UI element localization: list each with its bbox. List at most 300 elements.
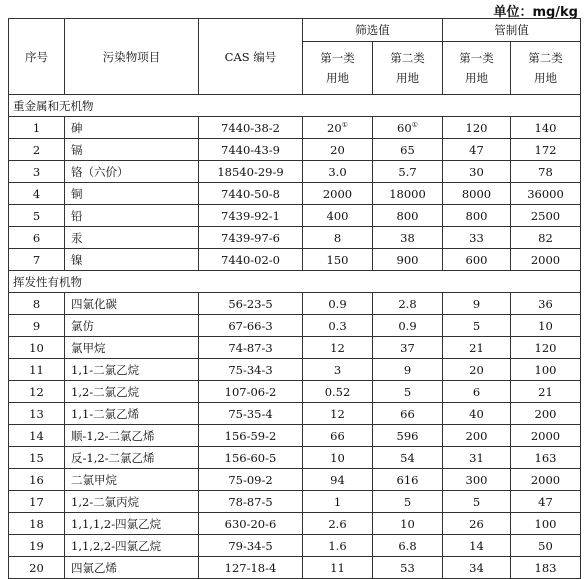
table-row	[9, 315, 581, 337]
table-row	[9, 557, 581, 579]
cell-screening-class2	[373, 117, 443, 139]
cell-no	[9, 183, 65, 205]
cell-no	[9, 557, 65, 579]
cell-screening-class2-value: 2.8	[398, 296, 417, 311]
header-line: 第二类	[390, 51, 425, 65]
cell-pollutant	[65, 535, 199, 557]
cell-pollutant	[65, 227, 199, 249]
cell-pollutant	[65, 513, 199, 535]
cell-cas-value: 7440-38-2	[221, 120, 280, 135]
cell-pollutant	[65, 447, 199, 469]
cell-screening-class1-value: 400	[326, 208, 349, 223]
cell-control-class1-value: 600	[465, 252, 488, 267]
cell-pollutant-value: 氯仿	[71, 318, 94, 333]
cell-screening-class1-value: 0.9	[328, 296, 347, 311]
cell-cas	[199, 139, 303, 161]
header-no: 序号	[9, 19, 65, 95]
cell-pollutant	[65, 205, 199, 227]
cell-cas-value: 75-09-2	[228, 472, 273, 487]
cell-pollutant	[65, 293, 199, 315]
cell-control-class1	[443, 557, 511, 579]
header-line: 用地	[534, 71, 557, 85]
group-row	[9, 95, 581, 117]
cell-control-class1-value: 30	[469, 164, 484, 179]
cell-control-class2	[511, 293, 581, 315]
cell-control-class1	[443, 205, 511, 227]
cell-cas-value: 67-66-3	[228, 318, 273, 333]
table-row	[9, 491, 581, 513]
cell-pollutant-value: 1,2-二氯乙烷	[71, 384, 140, 399]
cell-pollutant	[65, 337, 199, 359]
cell-screening-class1	[303, 293, 373, 315]
cell-screening-class1	[303, 315, 373, 337]
cell-no	[9, 535, 65, 557]
cell-no-value: 15	[29, 450, 44, 465]
cell-screening-class2	[373, 469, 443, 491]
header-cas: CAS 编号	[199, 19, 303, 95]
cell-screening-class1-value: 12	[330, 340, 345, 355]
cell-control-class2-value: 120	[534, 340, 557, 355]
table-row	[9, 293, 581, 315]
cell-screening-class2	[373, 315, 443, 337]
cell-screening-class2-value: 66	[400, 406, 415, 421]
cell-cas-value: 79-34-5	[228, 538, 273, 553]
cell-screening-class1	[303, 227, 373, 249]
header-control-class2	[511, 42, 581, 95]
header-item: 污染物项目	[65, 19, 199, 95]
cell-control-class1-value: 47	[469, 142, 484, 157]
cell-screening-class1	[303, 249, 373, 271]
cell-cas	[199, 469, 303, 491]
cell-control-class2	[511, 425, 581, 447]
cell-control-class1	[443, 337, 511, 359]
cell-no	[9, 249, 65, 271]
footnote-marker: ①	[411, 120, 418, 129]
cell-screening-class2	[373, 447, 443, 469]
cell-control-class2-value: 2000	[530, 472, 561, 487]
cell-no-value: 6	[32, 230, 41, 245]
cell-screening-class2	[373, 161, 443, 183]
table-row	[9, 183, 581, 205]
cell-no	[9, 161, 65, 183]
cell-no-value: 13	[29, 406, 44, 421]
cell-pollutant-value: 铬（六价）	[71, 164, 129, 179]
cell-screening-class2	[373, 249, 443, 271]
header-line: 第一类	[459, 51, 494, 65]
cell-screening-class2	[373, 403, 443, 425]
cell-control-class1	[443, 403, 511, 425]
cell-no	[9, 491, 65, 513]
cell-screening-class1	[303, 469, 373, 491]
cell-screening-class2-value: 38	[400, 230, 415, 245]
cell-no	[9, 447, 65, 469]
cell-cas	[199, 491, 303, 513]
cell-screening-class2-value: 596	[396, 428, 419, 443]
cell-screening-class1	[303, 183, 373, 205]
cell-no-value: 18	[29, 516, 44, 531]
cell-cas-value: 127-18-4	[224, 560, 277, 575]
cell-pollutant	[65, 381, 199, 403]
cell-no	[9, 293, 65, 315]
cell-control-class1-value: 8000	[461, 186, 492, 201]
footnote-marker: ①	[341, 120, 348, 129]
cell-control-class2-value: 2000	[530, 428, 561, 443]
cell-control-class1-value: 34	[469, 560, 484, 575]
cell-screening-class1	[303, 425, 373, 447]
table-body	[9, 19, 581, 579]
cell-screening-class1	[303, 139, 373, 161]
cell-control-class2	[511, 315, 581, 337]
cell-control-class2-value: 100	[534, 362, 557, 377]
cell-control-class2	[511, 513, 581, 535]
cell-control-class1	[443, 535, 511, 557]
header-screening-class1	[303, 42, 373, 95]
cell-control-class2-value: 100	[534, 516, 557, 531]
cell-control-class2-value: 183	[534, 560, 557, 575]
cell-control-class2	[511, 535, 581, 557]
cell-control-class1-value: 14	[469, 538, 484, 553]
table-row	[9, 139, 581, 161]
cell-screening-class2	[373, 293, 443, 315]
group-row	[9, 271, 581, 293]
cell-screening-class2	[373, 381, 443, 403]
cell-cas-value: 156-59-2	[224, 428, 277, 443]
cell-screening-class1	[303, 117, 373, 139]
cell-screening-class1-value: 150	[326, 252, 349, 267]
cell-control-class2	[511, 227, 581, 249]
cell-screening-class2	[373, 425, 443, 447]
cell-no	[9, 469, 65, 491]
table-row	[9, 161, 581, 183]
cell-pollutant-value: 氯甲烷	[71, 340, 106, 355]
cell-control-class2	[511, 161, 581, 183]
cell-control-class1-value: 20	[469, 362, 484, 377]
cell-control-class2	[511, 205, 581, 227]
cell-pollutant-value: 镍	[71, 252, 83, 267]
cell-pollutant-value: 砷	[71, 120, 83, 135]
cell-cas	[199, 557, 303, 579]
cell-screening-class2	[373, 337, 443, 359]
cell-pollutant-value: 镉	[71, 142, 83, 157]
cell-pollutant	[65, 557, 199, 579]
cell-no	[9, 381, 65, 403]
cell-control-class1	[443, 513, 511, 535]
cell-pollutant	[65, 469, 199, 491]
cell-no-value: 5	[32, 208, 41, 223]
cell-control-class1	[443, 183, 511, 205]
cell-cas	[199, 447, 303, 469]
cell-no	[9, 205, 65, 227]
cell-screening-class1	[303, 491, 373, 513]
cell-control-class2-value: 78	[538, 164, 553, 179]
cell-cas-value: 74-87-3	[228, 340, 273, 355]
cell-pollutant	[65, 403, 199, 425]
cell-control-class1	[443, 491, 511, 513]
cell-control-class1-value: 120	[465, 120, 488, 135]
cell-cas-value: 107-06-2	[224, 384, 277, 399]
cell-screening-class1-value: 11	[330, 560, 345, 575]
cell-control-class2	[511, 117, 581, 139]
cell-control-class1	[443, 381, 511, 403]
cell-control-class1-value: 6	[472, 384, 481, 399]
cell-control-class1-value: 200	[465, 428, 488, 443]
cell-pollutant	[65, 491, 199, 513]
cell-control-class1-value: 5	[472, 494, 481, 509]
cell-screening-class2-value: 0.9	[398, 318, 417, 333]
cell-cas	[199, 535, 303, 557]
table-row	[9, 337, 581, 359]
cell-cas	[199, 425, 303, 447]
cell-control-class2	[511, 139, 581, 161]
cell-no	[9, 315, 65, 337]
cell-screening-class1-value: 1	[333, 494, 342, 509]
cell-control-class2-value: 200	[534, 406, 557, 421]
cell-cas	[199, 315, 303, 337]
cell-no-value: 12	[29, 384, 44, 399]
cell-screening-class1	[303, 513, 373, 535]
cell-control-class1-value: 26	[469, 516, 484, 531]
cell-control-class1	[443, 227, 511, 249]
cell-cas-value: 7440-43-9	[221, 142, 280, 157]
cell-screening-class2-value: 9	[403, 362, 412, 377]
cell-screening-class2-value: 60	[397, 120, 412, 135]
cell-control-class2	[511, 359, 581, 381]
cell-control-class1	[443, 117, 511, 139]
cell-no	[9, 227, 65, 249]
cell-screening-class2	[373, 183, 443, 205]
cell-screening-class1	[303, 381, 373, 403]
cell-pollutant-value: 四氯乙烯	[71, 560, 117, 575]
cell-no-value: 2	[32, 142, 41, 157]
cell-screening-class1-value: 12	[330, 406, 345, 421]
cell-pollutant-value: 1,1,2,2-四氯乙烷	[71, 538, 162, 553]
cell-cas-value: 75-34-3	[228, 362, 273, 377]
table-row	[9, 447, 581, 469]
cell-no-value: 9	[32, 318, 41, 333]
cell-screening-class2-value: 53	[400, 560, 415, 575]
cell-cas	[199, 293, 303, 315]
cell-cas	[199, 117, 303, 139]
cell-screening-class1-value: 2.6	[328, 516, 347, 531]
table-row	[9, 205, 581, 227]
cell-control-class1	[443, 447, 511, 469]
cell-pollutant	[65, 315, 199, 337]
cell-control-class2	[511, 469, 581, 491]
cell-control-class2-value: 163	[534, 450, 557, 465]
cell-screening-class2-value: 65	[400, 142, 415, 157]
cell-control-class2-value: 21	[538, 384, 553, 399]
cell-cas	[199, 337, 303, 359]
cell-no	[9, 117, 65, 139]
cell-no-value: 7	[32, 252, 41, 267]
cell-screening-class1	[303, 535, 373, 557]
cell-control-class1	[443, 469, 511, 491]
cell-screening-class1	[303, 205, 373, 227]
cell-control-class1-value: 5	[472, 318, 481, 333]
cell-cas	[199, 205, 303, 227]
cell-pollutant-value: 铅	[71, 208, 83, 223]
cell-no-value: 10	[29, 340, 44, 355]
cell-screening-class1-value: 20	[330, 142, 345, 157]
cell-screening-class1-value: 94	[330, 472, 345, 487]
cell-screening-class2-value: 900	[396, 252, 419, 267]
cell-control-class1	[443, 315, 511, 337]
cell-cas-value: 7440-50-8	[221, 186, 280, 201]
cell-screening-class2	[373, 205, 443, 227]
cell-no	[9, 139, 65, 161]
header-line: 第二类	[528, 51, 563, 65]
cell-control-class1-value: 9	[472, 296, 481, 311]
cell-cas	[199, 403, 303, 425]
cell-pollutant-value: 1,1,1,2-四氯乙烷	[71, 516, 162, 531]
cell-cas-value: 75-35-4	[228, 406, 273, 421]
header-screening-class2	[373, 42, 443, 95]
cell-screening-class2-value: 37	[400, 340, 415, 355]
cell-no-value: 14	[29, 428, 44, 443]
cell-screening-class1	[303, 337, 373, 359]
cell-cas-value: 7439-97-6	[221, 230, 280, 245]
cell-screening-class1-value: 20	[327, 120, 342, 135]
cell-no-value: 19	[29, 538, 44, 553]
cell-control-class2-value: 172	[534, 142, 557, 157]
cell-control-class2-value: 82	[538, 230, 553, 245]
cell-control-class1	[443, 293, 511, 315]
cell-screening-class2-value: 54	[400, 450, 415, 465]
cell-no-value: 20	[29, 560, 44, 575]
cell-control-class1	[443, 161, 511, 183]
cell-pollutant-value: 1,1-二氯乙烷	[71, 362, 140, 377]
table-row	[9, 425, 581, 447]
cell-pollutant	[65, 425, 199, 447]
cell-pollutant-value: 1,2-二氯丙烷	[71, 494, 140, 509]
cell-control-class1-value: 31	[469, 450, 484, 465]
cell-no-value: 16	[29, 472, 44, 487]
cell-screening-class2-value: 616	[396, 472, 419, 487]
cell-screening-class1-value: 66	[330, 428, 345, 443]
cell-cas	[199, 513, 303, 535]
cell-screening-class2-value: 10	[400, 516, 415, 531]
header-line: 用地	[396, 71, 419, 85]
cell-no	[9, 513, 65, 535]
table-row	[9, 359, 581, 381]
cell-pollutant	[65, 359, 199, 381]
header-line: 用地	[465, 71, 488, 85]
group-title: 重金属和无机物	[9, 95, 581, 117]
header-line: 用地	[326, 71, 349, 85]
cell-screening-class1-value: 3	[333, 362, 342, 377]
cell-cas	[199, 359, 303, 381]
cell-screening-class1-value: 3.0	[328, 164, 347, 179]
cell-cas	[199, 227, 303, 249]
cell-pollutant-value: 四氯化碳	[71, 296, 117, 311]
header-row-1	[9, 19, 581, 42]
cell-control-class1-value: 21	[469, 340, 484, 355]
cell-control-class2-value: 47	[538, 494, 553, 509]
cell-screening-class2	[373, 557, 443, 579]
cell-pollutant-value: 反-1,2-二氯乙烯	[71, 450, 155, 465]
cell-control-class2	[511, 381, 581, 403]
cell-control-class1-value: 40	[469, 406, 484, 421]
cell-control-class2-value: 36000	[527, 186, 564, 201]
cell-pollutant	[65, 117, 199, 139]
cell-no-value: 11	[29, 362, 44, 377]
cell-no-value: 8	[32, 296, 41, 311]
cell-cas-value: 7440-02-0	[221, 252, 280, 267]
cell-screening-class1	[303, 161, 373, 183]
group-title: 挥发性有机物	[9, 271, 581, 293]
cell-no-value: 3	[32, 164, 41, 179]
cell-pollutant	[65, 139, 199, 161]
cell-pollutant	[65, 161, 199, 183]
cell-screening-class1	[303, 359, 373, 381]
cell-control-class2-value: 36	[538, 296, 553, 311]
cell-screening-class2-value: 800	[396, 208, 419, 223]
header-control: 管制值	[443, 19, 581, 42]
cell-cas-value: 630-20-6	[224, 516, 277, 531]
cell-cas	[199, 183, 303, 205]
pollutant-limits-table	[8, 18, 581, 579]
cell-screening-class1-value: 2000	[322, 186, 353, 201]
cell-pollutant	[65, 249, 199, 271]
header-line: 第一类	[320, 51, 355, 65]
cell-screening-class1	[303, 447, 373, 469]
cell-control-class1-value: 33	[469, 230, 484, 245]
cell-pollutant	[65, 183, 199, 205]
unit-label: 单位：mg/kg	[493, 5, 578, 20]
cell-cas	[199, 161, 303, 183]
cell-screening-class2	[373, 359, 443, 381]
cell-pollutant-value: 二氯甲烷	[71, 472, 117, 487]
cell-cas-value: 56-23-5	[228, 296, 273, 311]
cell-no-value: 4	[32, 186, 41, 201]
cell-screening-class1-value: 0.3	[328, 318, 347, 333]
cell-cas-value: 156-60-5	[224, 450, 277, 465]
cell-control-class2	[511, 447, 581, 469]
cell-screening-class1	[303, 403, 373, 425]
cell-cas	[199, 249, 303, 271]
cell-control-class1-value: 300	[465, 472, 488, 487]
cell-control-class2-value: 140	[534, 120, 557, 135]
table-row	[9, 227, 581, 249]
cell-screening-class2	[373, 139, 443, 161]
header-screening: 筛选值	[303, 19, 443, 42]
cell-screening-class2	[373, 513, 443, 535]
cell-control-class1-value: 800	[465, 208, 488, 223]
cell-no-value: 17	[29, 494, 44, 509]
cell-control-class2-value: 50	[538, 538, 553, 553]
table-row	[9, 535, 581, 557]
cell-pollutant-value: 顺-1,2-二氯乙烯	[71, 428, 155, 443]
cell-cas-value: 7439-92-1	[221, 208, 280, 223]
cell-screening-class2-value: 5.7	[398, 164, 417, 179]
header-control-class1	[443, 42, 511, 95]
table-row	[9, 117, 581, 139]
table-row	[9, 513, 581, 535]
cell-control-class2-value: 2000	[530, 252, 561, 267]
cell-screening-class2-value: 6.8	[398, 538, 417, 553]
cell-control-class1	[443, 425, 511, 447]
cell-control-class1	[443, 139, 511, 161]
cell-pollutant-value: 1,1-二氯乙烯	[71, 406, 140, 421]
cell-screening-class1-value: 8	[333, 230, 342, 245]
cell-screening-class2-value: 5	[403, 494, 412, 509]
cell-screening-class2-value: 5	[403, 384, 412, 399]
cell-screening-class1-value: 10	[330, 450, 345, 465]
cell-pollutant-value: 铜	[71, 186, 83, 201]
table-row	[9, 403, 581, 425]
cell-screening-class1-value: 0.52	[324, 384, 351, 399]
cell-screening-class2-value: 18000	[389, 186, 426, 201]
